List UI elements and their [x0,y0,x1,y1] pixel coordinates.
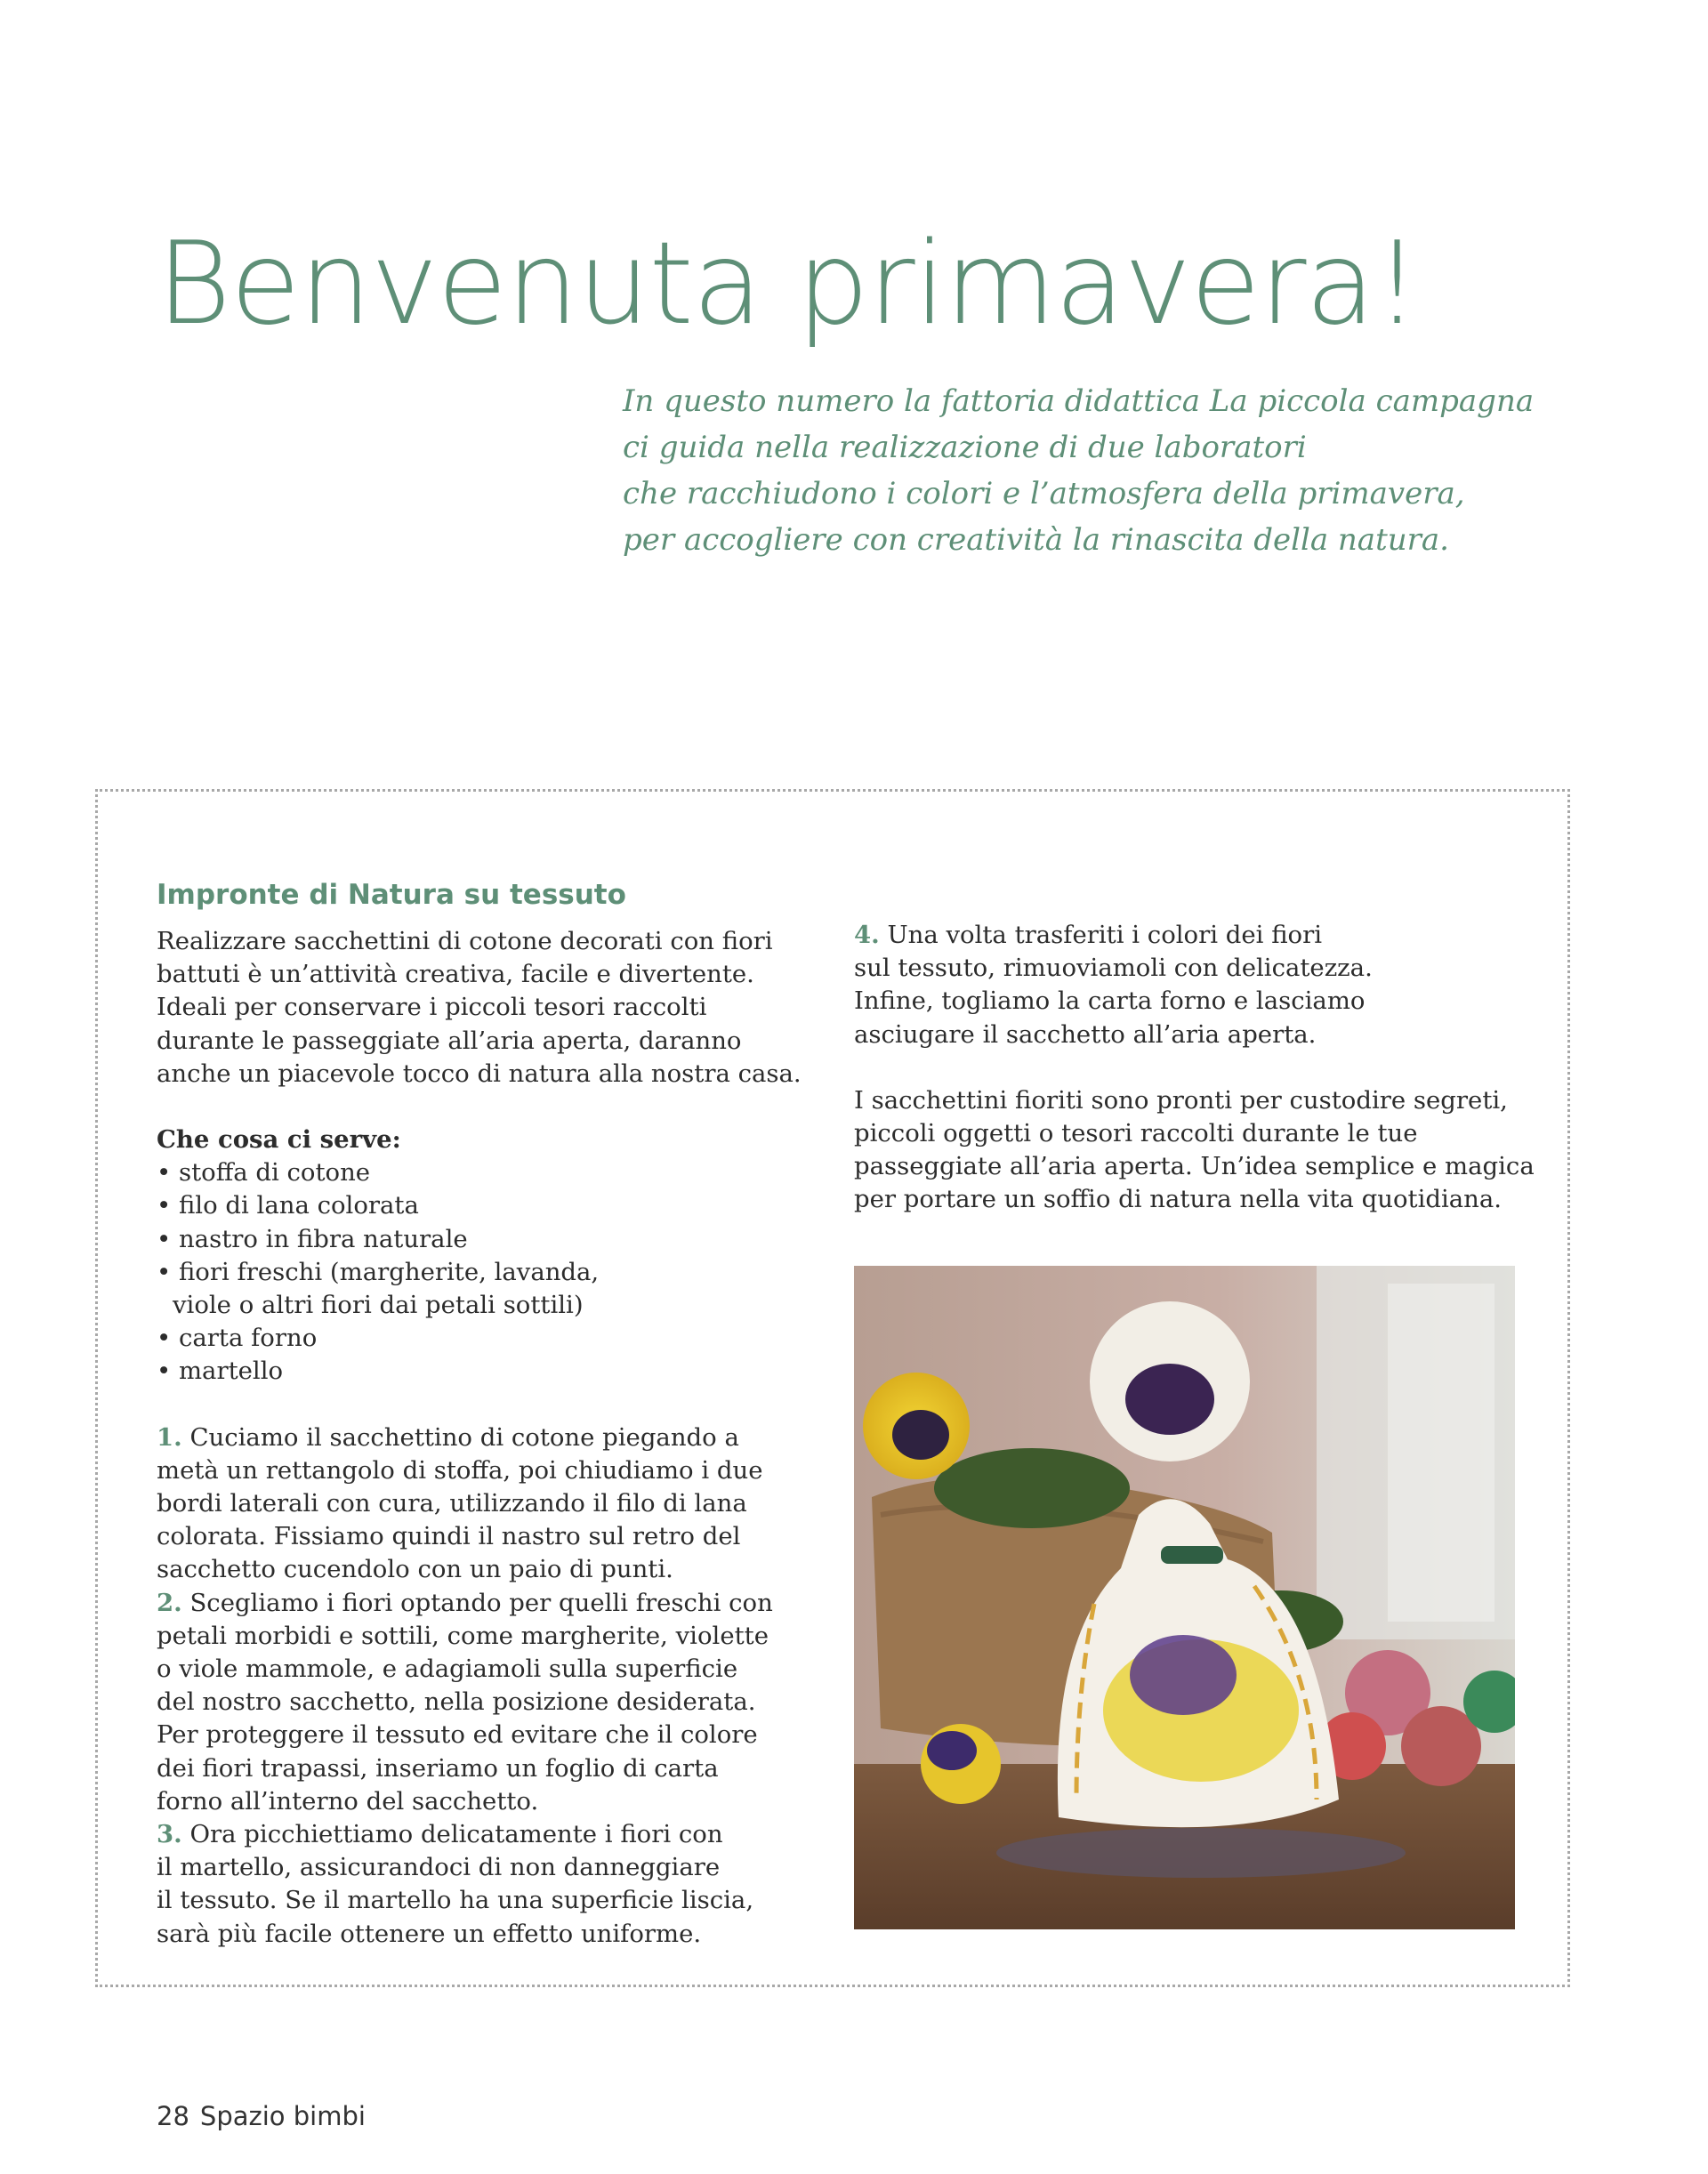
material-item: • nastro in fibra naturale [157,1224,468,1253]
material-item-continued: viole o altri fiori dai petali sottili) [173,1291,584,1320]
right-column [854,919,1548,1217]
step-1: 1. Cuciamo il sacchettino di cotone piegando a metà un rettangolo di stoffa, poi chiudiamo i due bordi laterali con cura, utilizzando il filo di lana colorata. Fissiamo quindi il nastro sul retro del sacchetto cucendolo con un paio di punti. [157,1422,763,1584]
step-3: 3. Ora picchiettiamo delicatamente i fiori con il martello, assicurandoci di non danneggiare il tessuto. Se il martello ha una superficie liscia, sarà più facile ottenere un effetto uniforme. [157,1820,754,1948]
step-4: 4. Una volta trasferiti i colori dei fiori sul tessuto, rimuoviamoli con delicatezza. Infine, togliamo la carta forno e lasciamo asciugare il sacchetto all’aria aperta. [854,921,1373,1049]
text-line: Realizzare sacchettini di cotone decorati con fiori [157,927,773,955]
text-line: durante le passeggiate all’aria aperta, daranno [157,1026,742,1055]
step-2: 2. Scegliamo i fiori optando per quelli freschi con petali morbidi e sottili, come margherite, violette o viole mammole, e adagiamoli sulla superficie del nostro sacchetto, nella posizione desiderata. Per proteggere il tessuto ed evitare che il colore dei fiori trapassi, inseriamo un foglio di carta forno all’interno del sacchetto. [157,1588,773,1816]
material-item: • martello [157,1357,284,1386]
intro-paragraph [623,378,1548,563]
intro-line: In questo numero la fattoria didattica La piccola campagna [623,383,1535,419]
section-title: Impronte di Natura su tessuto [157,878,626,911]
text-line: battuti è un’attività creativa, facile e divertente. [157,960,754,989]
flower-sachet-photo [854,1266,1515,1929]
text-line: anche un piacevole tocco di natura alla nostra casa. [157,1059,802,1088]
material-item: • stoffa di cotone [157,1158,371,1188]
material-item: • filo di lana colorata [157,1191,419,1220]
materials-list [157,1123,833,1389]
step-number: 4. [854,921,880,949]
intro-line: che racchiudono i colori e l’atmosfera della primavera, [623,476,1465,511]
closing-paragraph: I sacchettini fioriti sono pronti per custodire segreti, piccoli oggetti o tesori raccolti durante le tue passeggiate all’aria aperta. Un’idea semplice e magica per portare un soffio di natura nella vita quotidiana. [854,1085,1535,1214]
page-footer [157,2101,366,2131]
section-name: Spazio bimbi [199,2101,366,2131]
left-column [157,925,833,1951]
step-number: 1. [157,1422,182,1452]
materials-title: Che cosa ci serve: [157,1125,401,1155]
page-title: Benvenuta primavera! [157,217,1420,350]
material-item: • fiori freschi (margherite, lavanda, [157,1257,600,1286]
text-line: Ideali per conservare i piccoli tesori raccolti [157,993,707,1022]
material-item: • carta forno [157,1324,318,1353]
step-number: 2. [157,1588,182,1617]
page-number: 28 [157,2101,189,2131]
step-number: 3. [157,1820,182,1849]
section-intro [157,925,833,1091]
intro-line: ci guida nella realizzazione di due laboratori [623,430,1307,465]
intro-line: per accogliere con creatività la rinascita della natura. [623,522,1449,558]
